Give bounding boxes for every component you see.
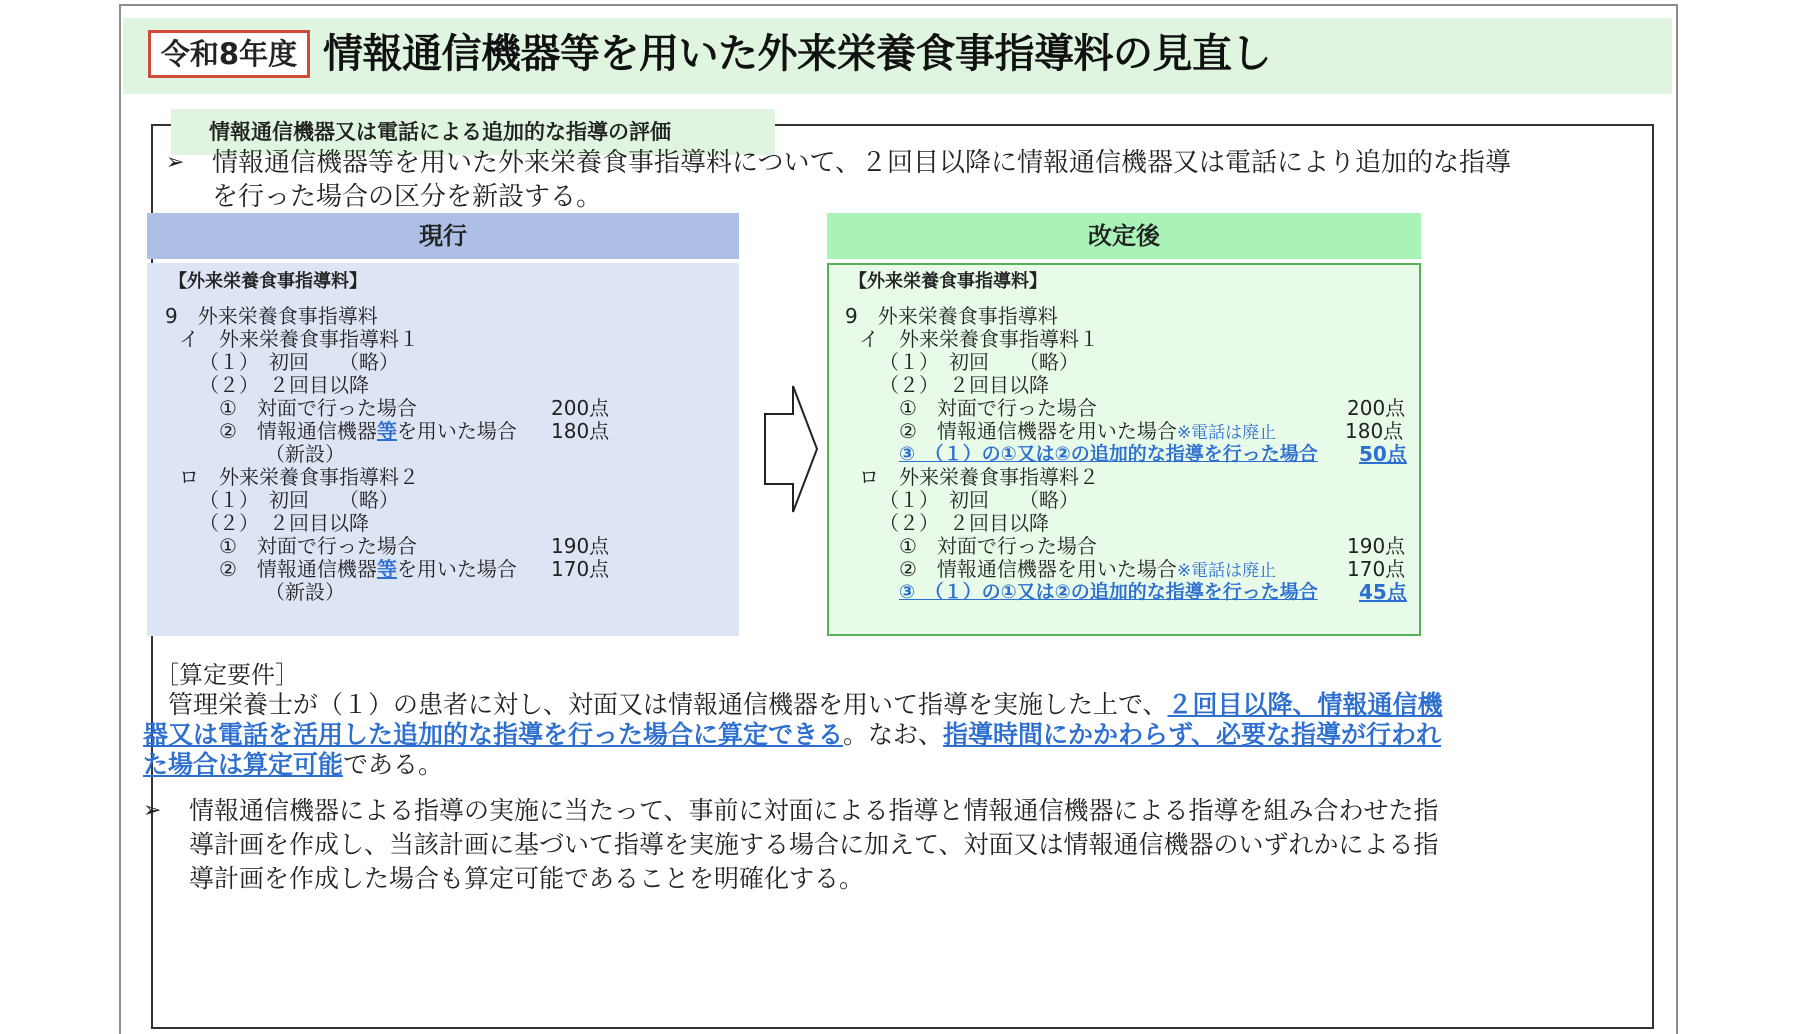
current-line: ② 情報通信機器等を用いた場合 — [219, 557, 517, 581]
page-title: 情報通信機器等を用いた外来栄養食事指導料の見直し — [323, 31, 1271, 77]
revised-heading: 改定後 — [827, 213, 1421, 259]
revised-line: イ 外来栄養食事指導料１ — [859, 327, 1099, 351]
fiscal-year-badge: 令和8年度 — [148, 30, 310, 78]
current-panel — [147, 263, 739, 636]
revised-points: 170点 — [1347, 557, 1406, 581]
current-line: （２） ２回目以降 — [199, 511, 369, 535]
current-line: （１） 初回 （略） — [199, 488, 399, 512]
current-bracket: 【外来栄養食事指導料】 — [169, 271, 367, 292]
revised-panel — [827, 263, 1421, 636]
section-label: 情報通信機器又は電話による追加的な指導の評価 — [171, 109, 775, 155]
bullet-arrow-icon: ➢ — [166, 150, 185, 175]
current-line: （２） ２回目以降 — [199, 373, 369, 397]
current-points: 190点 — [551, 534, 610, 558]
current-heading: 現行 — [147, 213, 739, 259]
bullet-clarification-text: 情報通信機器による指導の実施に当たって、事前に対面による指導と情報通信機器による指導を組み合わせた指 導計画を作成し、当該計画に基づいて指導を実施する場合に加えて、対面又は情報通信機器のいずれかによる指 導計画を作成した場合も算定可能であることを明確化する。 — [189, 796, 1439, 893]
bullet-arrow-icon: ➢ — [143, 798, 162, 823]
requirements-line: た場合は算定可能である。 — [143, 750, 444, 779]
revised-line: ② 情報通信機器を用いた場合※電話は廃止 — [899, 557, 1277, 581]
revised-line: ロ 外来栄養食事指導料２ — [859, 465, 1099, 489]
revised-new-line: ③ （１）の①又は②の追加的な指導を行った場合 — [899, 443, 1318, 465]
revised-points: 190点 — [1347, 534, 1406, 558]
current-points: 170点 — [551, 557, 610, 581]
revised-line: ② 情報通信機器を用いた場合※電話は廃止 — [899, 419, 1277, 443]
bullet-intro-text: 情報通信機器等を用いた外来栄養食事指導料について、２回目以降に情報通信機器又は電話により追加的な指導 を行った場合の区分を新設する。 — [212, 148, 1511, 212]
revised-line: （２） ２回目以降 — [879, 373, 1049, 397]
revised-line: ① 対面で行った場合 — [899, 534, 1097, 558]
right-arrow-icon — [763, 384, 819, 514]
revised-line: （１） 初回 （略） — [879, 488, 1079, 512]
revised-line: （２） ２回目以降 — [879, 511, 1049, 535]
title-bar — [123, 18, 1672, 94]
requirements-heading: ［算定要件］ — [155, 661, 299, 689]
current-points: 200点 — [551, 396, 610, 420]
current-line: ① 対面で行った場合 — [219, 396, 417, 420]
slide — [119, 4, 1678, 1034]
current-points: 180点 — [551, 419, 610, 443]
current-line: ① 対面で行った場合 — [219, 534, 417, 558]
current-line: ② 情報通信機器等を用いた場合 — [219, 419, 517, 443]
current-line: 9 外来栄養食事指導料 — [165, 304, 378, 328]
current-line: ロ 外来栄養食事指導料２ — [179, 465, 419, 489]
requirements-line: 器又は電話を活用した追加的な指導を行った場合に算定できる。なお、指導時間にかかわらず、必要な指導が行われ — [143, 720, 1442, 749]
revised-bracket: 【外来栄養食事指導料】 — [849, 271, 1047, 292]
revised-new-line: ③ （１）の①又は②の追加的な指導を行った場合 — [899, 581, 1318, 603]
current-line: イ 外来栄養食事指導料１ — [179, 327, 419, 351]
revised-line: ① 対面で行った場合 — [899, 396, 1097, 420]
current-line: （新設） — [265, 580, 345, 604]
revised-line: 9 外来栄養食事指導料 — [845, 304, 1058, 328]
revised-line: （１） 初回 （略） — [879, 350, 1079, 374]
revised-points: 180点 — [1345, 419, 1404, 443]
revised-new-points: 50点 — [1359, 442, 1407, 466]
requirements-line: 管理栄養士が（１）の患者に対し、対面又は情報通信機器を用いて指導を実施した上で、２回目以降、情報通信機 — [143, 690, 1443, 719]
current-line: （１） 初回 （略） — [199, 350, 399, 374]
revised-new-points: 45点 — [1359, 580, 1407, 604]
revised-points: 200点 — [1347, 396, 1406, 420]
current-line: （新設） — [265, 442, 345, 466]
